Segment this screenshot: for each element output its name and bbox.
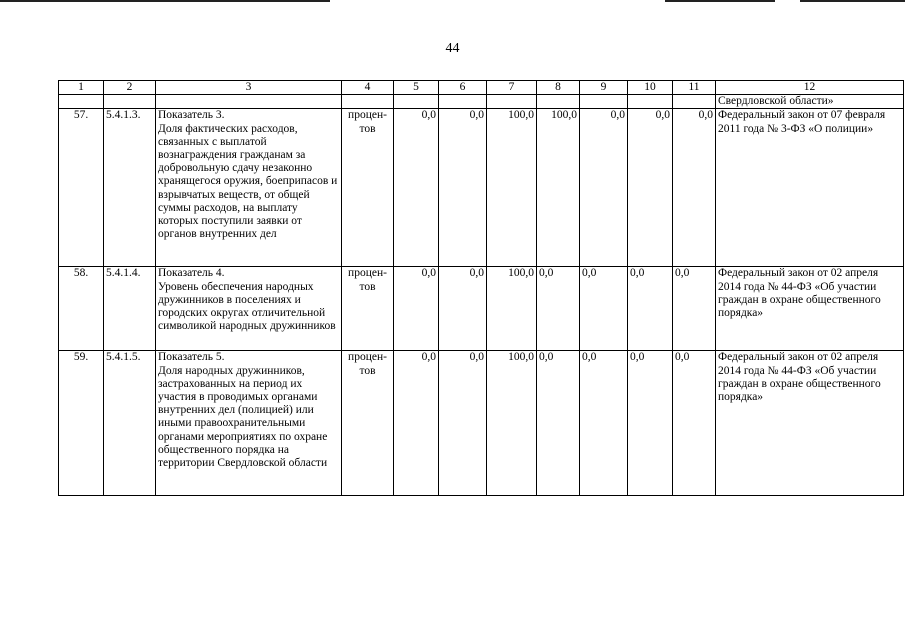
value-cell: 0,0: [580, 109, 628, 267]
value-cell: 100,0: [487, 351, 537, 496]
scan-edge-line: [800, 0, 905, 2]
value-cell: 0,0: [439, 351, 487, 496]
column-header: 7: [487, 81, 537, 95]
scan-edge-line: [665, 0, 775, 2]
value-cell: 100,0: [537, 109, 580, 267]
value-cell: 0,0: [673, 267, 716, 351]
indicators-table: [58, 80, 904, 496]
value-cell: 0,0: [628, 267, 673, 351]
header-row: [59, 81, 904, 95]
value-cell: 0,0: [394, 267, 439, 351]
page-number: 44: [445, 41, 460, 56]
value-cell: 0,0: [537, 267, 580, 351]
unit-cell: процен- тов: [342, 267, 394, 351]
value-cell: 0,0: [439, 267, 487, 351]
column-header: 4: [342, 81, 394, 95]
legal-source: Федеральный закон от 07 февраля 2011 года № 3-ФЗ «О полиции»: [716, 109, 904, 267]
row-code: 5.4.1.4.: [104, 267, 156, 351]
column-header: 1: [59, 81, 104, 95]
row-code: 5.4.1.5.: [104, 351, 156, 496]
column-header: 10: [628, 81, 673, 95]
value-cell: 0,0: [673, 109, 716, 267]
column-header: 6: [439, 81, 487, 95]
column-header: 12: [716, 81, 904, 95]
unit-cell: процен- тов: [342, 351, 394, 496]
indicator-text: Показатель 4. Уровень обеспечения народных дружинников в поселениях и городских округах отличительной символикой народных дружинников: [156, 267, 342, 351]
value-cell: 0,0: [580, 267, 628, 351]
value-cell: 0,0: [394, 351, 439, 496]
value-cell: 100,0: [487, 267, 537, 351]
value-cell: 0,0: [628, 109, 673, 267]
row-code: 5.4.1.3.: [104, 109, 156, 267]
value-cell: 0,0: [580, 351, 628, 496]
unit-cell: процен- тов: [342, 109, 394, 267]
row-number: 58.: [59, 267, 104, 351]
value-cell: 0,0: [628, 351, 673, 496]
value-cell: 100,0: [487, 109, 537, 267]
indicator-text: Показатель 5. Доля народных дружинников, застрахованных на период их участия в проводимых органами внутренних дел (полицией) или иными правоохранительными органами мероприятиях по охране общественного порядка на территории Свердловской области: [156, 351, 342, 496]
value-cell: 0,0: [537, 351, 580, 496]
row-number: 57.: [59, 109, 104, 267]
column-header: 3: [156, 81, 342, 95]
indicator-text: Показатель 3. Доля фактических расходов, связанных с выплатой вознаграждения гражданам за добровольную сдачу незаконно хранящегося оружия, боеприпасов и взрывчатых веществ, от общей суммы расходов, на выплату которых поступили заявки от органов внутренних дел: [156, 109, 342, 267]
value-cell: 0,0: [673, 351, 716, 496]
legal-source: Федеральный закон от 02 апреля 2014 года № 44-ФЗ «Об участии граждан в охране общественного порядка»: [716, 351, 904, 496]
column-header: 5: [394, 81, 439, 95]
table-row: [59, 351, 904, 496]
column-header: 9: [580, 81, 628, 95]
table-row: [59, 267, 904, 351]
value-cell: 0,0: [394, 109, 439, 267]
table-row: [59, 109, 904, 267]
row-number: 59.: [59, 351, 104, 496]
column-header: 8: [537, 81, 580, 95]
continuation-text: Свердловской области»: [716, 95, 904, 109]
value-cell: 0,0: [439, 109, 487, 267]
column-header: 11: [673, 81, 716, 95]
continuation-row: [59, 95, 904, 109]
scan-edge-line: [0, 0, 330, 2]
column-header: 2: [104, 81, 156, 95]
legal-source: Федеральный закон от 02 апреля 2014 года № 44-ФЗ «Об участии граждан в охране общественного порядка»: [716, 267, 904, 351]
